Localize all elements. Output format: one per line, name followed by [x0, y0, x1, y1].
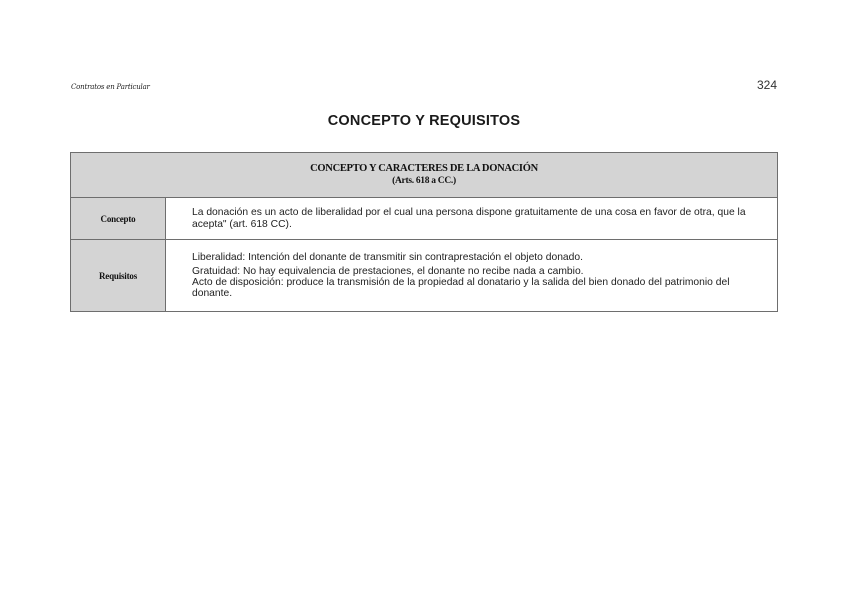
requisito-liberalidad: Liberalidad: Intención del donante de transmitir sin contraprestación el objeto donado. [192, 251, 583, 263]
row-label-requisitos: Requisitos [71, 240, 166, 312]
table-row [71, 198, 778, 240]
requisito-acto-disposicion: Acto de disposición: produce la transmisión de la propiedad al donatario y la salida del bien donado del patrimonio del donante. [192, 277, 730, 300]
table-subtitle: (Arts. 618 a CC.) [392, 176, 456, 186]
row-text-concepto [166, 198, 778, 240]
requisito-gratuidad: Gratuidad: No hay equivalencia de prestaciones, el donante no recibe nada a cambio. [192, 265, 584, 277]
section-title: CONCEPTO Y REQUISITOS [327, 113, 521, 129]
row-label-concepto: Concepto [71, 198, 166, 240]
concepto-definition: La donación es un acto de liberalidad por el cual una persona dispone gratuitamente de una cosa en favor de otra, que la acepta" (art. 618 CC). [192, 207, 746, 230]
donation-table [70, 152, 778, 312]
page-number: 324 [756, 78, 777, 92]
running-header: Contratos en Particular [71, 83, 150, 91]
table-row [71, 240, 778, 312]
table-header-row [71, 153, 778, 198]
table-header [71, 153, 778, 198]
table-title: CONCEPTO Y CARACTERES DE LA DONACIÓN [310, 163, 538, 174]
row-text-requisitos [166, 240, 778, 312]
